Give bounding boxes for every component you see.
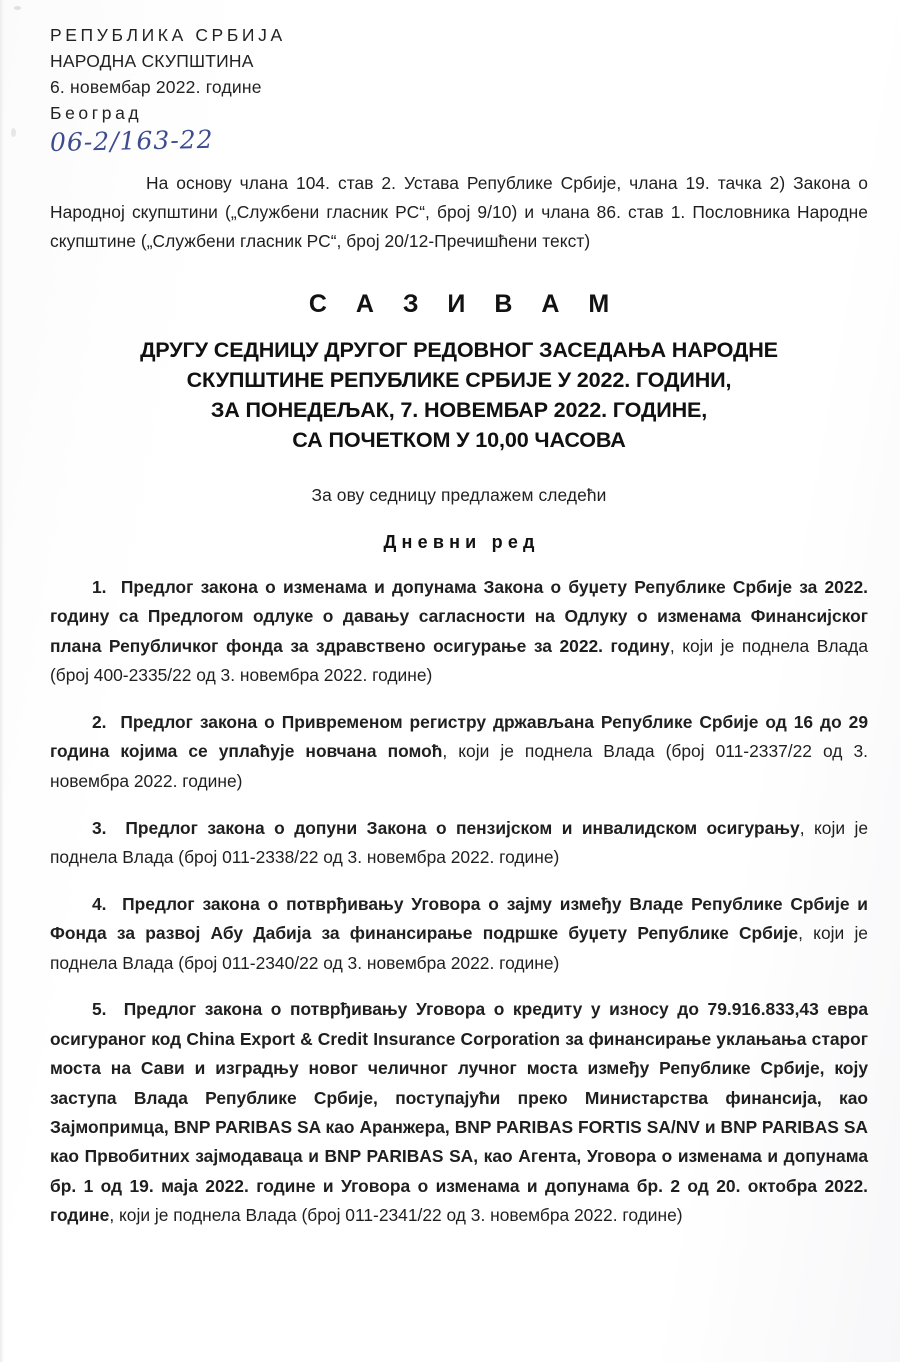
letterhead [50, 22, 868, 157]
session-title-line: ЗА ПОНЕДЕЉАК, 7. НОВЕМБАР 2022. ГОДИНЕ, [210, 397, 708, 422]
agenda-item-submitter: , који је поднела Влада (број 400-2335/22 од 3. новембра 2022. године) [50, 635, 869, 686]
agenda-intro-text: За ову седницу предлажем следећи [311, 485, 607, 505]
session-title-line: ДРУГУ СЕДНИЦУ ДРУГОГ РЕДОВНОГ ЗАСЕДАЊА НАРОДНЕ [140, 337, 778, 362]
agenda-item [50, 573, 868, 691]
agenda-item [50, 708, 868, 796]
agenda-item-submitter: , који је поднела Влада (број 011-2340/22 од 3. новембра 2022. године) [50, 923, 868, 973]
agenda-item [50, 814, 868, 873]
agenda-item-submitter: , који је поднела Влада (број 011-2338/22 од 3. новембра 2022. године) [50, 817, 869, 868]
document-content [50, 22, 868, 1232]
agenda-list [50, 573, 868, 1231]
scan-speck-artifact [11, 128, 16, 137]
handwritten-reference-number: 06-2/163-22 [49, 124, 214, 157]
preamble-paragraph: На основу члана 104. став 2. Устава Републике Србије, члана 19. тачка 2) Закона о Народној скупштини („Службени гласник РС“, број 9/10) и члана 86. став 1. Пословника Народне скупштине („Службени гласник РС“, број 20/12-Пречишћени текст) [50, 173, 868, 251]
agenda-item-title: Предлог закона о Привременом регистру држављана Републике Србије од 16 до 29 година којима се уплаћује новчана помоћ [50, 712, 868, 762]
agenda-item-number: 3. [92, 817, 126, 838]
agenda-item-number: 4. [92, 893, 123, 914]
letterhead-city: Београд [50, 103, 143, 123]
agenda-item-number: 5. [92, 999, 124, 1020]
session-title [50, 335, 868, 455]
letterhead-assembly: НАРОДНА СКУПШТИНА [50, 51, 254, 71]
agenda-item [50, 995, 868, 1230]
agenda-item [50, 890, 868, 978]
letterhead-date: 6. новембар 2022. године [50, 77, 262, 97]
agenda-item-title: Предлог закона о потврђивању Уговора о зајму између Владе Републике Србије и Фонда за развој Абу Дабија за финансирање подршке буџету Републике Србије [50, 893, 868, 944]
scan-speck-artifact [14, 6, 21, 10]
agenda-item-submitter: , који је поднела Влада (број 011-2337/22 од 3. новембра 2022. године) [50, 741, 868, 791]
session-title-line: СКУПШТИНЕ РЕПУБЛИКЕ СРБИЈЕ У 2022. ГОДИНИ, [186, 367, 732, 392]
scan-edge-artifact [0, 0, 4, 1362]
agenda-item-submitter: , који је поднела Влада (број 011-2341/22 од 3. новембра 2022. године) [109, 1205, 683, 1226]
letterhead-republic: РЕПУБЛИКА СРБИЈА [50, 25, 286, 45]
session-title-line: СА ПОЧЕТКОМ У 10,00 ЧАСОВА [292, 427, 626, 452]
convene-heading: С А З И В А М [308, 290, 621, 318]
agenda-item-title: Предлог закона о изменама и допунама Закона о буџету Републике Србије за 2022. годину са Предлогом одлуке о давању сагласности на Одлуку о изменама Финансијског плана Републичког фонда за здравствено осигурање за 2022. годину [50, 577, 868, 656]
agenda-item-number: 2. [92, 712, 121, 733]
agenda-heading: Дневни ред [383, 532, 540, 552]
agenda-item-title: Предлог закона о допуни Закона о пензијском и инвалидском осигурању [125, 817, 800, 838]
agenda-item-number: 1. [92, 577, 121, 597]
agenda-item-title: Предлог закона о потврђивању Уговора о кредиту у износу до 79.916.833,43 евра осигураног код China Export & Credit Insurance Corporation за финансирање уклањања старог моста на Сави и изградњу новог челичног лучног моста између Републике Србије, коју заступа Влада Републике Србије, поступајући преко Министарства финансија, као Зајмопримца, BNP PARIBAS SA као Аранжера, BNP PARIBAS FORTIS SA/NV и BNP PARIBAS SA као Првобитних зајмодаваца и BNP PARIBAS SA, као Агента, Уговора о изменама и допунама бр. 1 од 19. маја 2022. године и Уговора о изменама и допунама бр. 2 од 20. октобра 2022. године [50, 999, 868, 1226]
